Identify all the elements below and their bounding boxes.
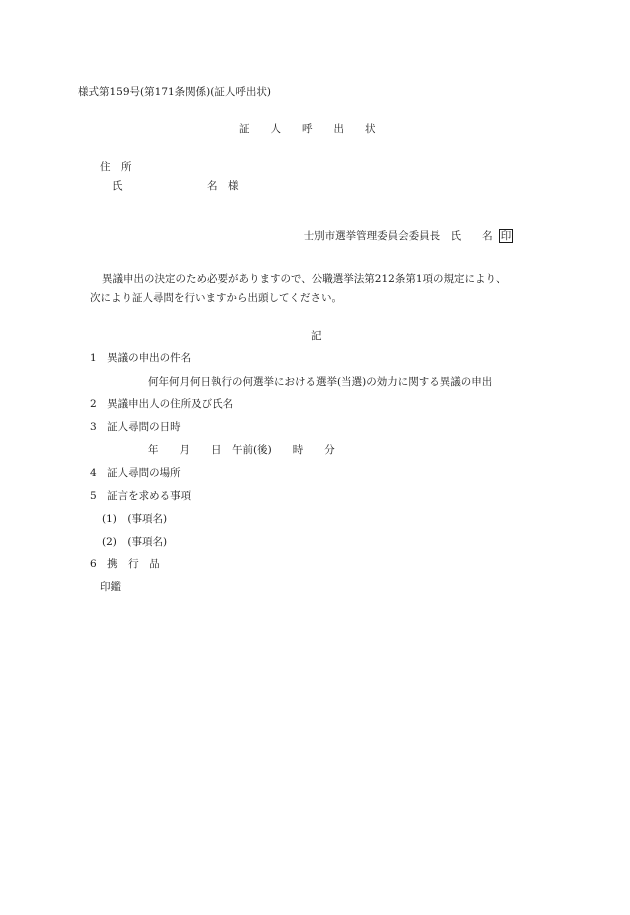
document-title: 証 人 呼 出 状 xyxy=(239,123,376,135)
item-5-sub-2: (2) (事項名) xyxy=(102,536,168,548)
item-6-label: 6 携 行 品 xyxy=(90,558,160,570)
item-2-label: 2 異議申出人の住所及び氏名 xyxy=(90,398,234,410)
issuer-title: 士別市選挙管理委員会委員長 氏 名 xyxy=(303,229,493,242)
issuer-line xyxy=(297,218,513,243)
item-6-detail: 印鑑 xyxy=(100,581,121,593)
item-3-detail: 年 月 日 午前(後) 時 分 xyxy=(148,444,335,456)
body-line-2: 次により証人尋問を行いますから出頭してください。 xyxy=(90,292,342,304)
item-3-label: 3 証人尋問の日時 xyxy=(90,421,181,433)
item-4-label: 4 証人尋問の場所 xyxy=(90,467,181,479)
item-1-label: 1 異議の申出の件名 xyxy=(90,352,192,364)
form-number: 様式第159号(第171条関係)(証人呼出状) xyxy=(78,86,271,98)
item-5-sub-1: (1) (事項名) xyxy=(102,513,168,525)
body-line-1: 異議申出の決定のため必要がありますので、公職選挙法第212条第1項の規定により、 xyxy=(102,273,507,285)
seal-mark: 印 xyxy=(500,229,512,242)
item-1-detail: 何年何月何日執行の何選挙における選挙(当選)の効力に関する異議の申出 xyxy=(148,376,493,388)
ki-heading: 記 xyxy=(311,330,322,342)
name-label: 氏 xyxy=(112,180,123,192)
item-5-label: 5 証言を求める事項 xyxy=(90,490,192,502)
address-label: 住 所 xyxy=(100,161,132,173)
name-honorific: 名 様 xyxy=(207,180,239,192)
